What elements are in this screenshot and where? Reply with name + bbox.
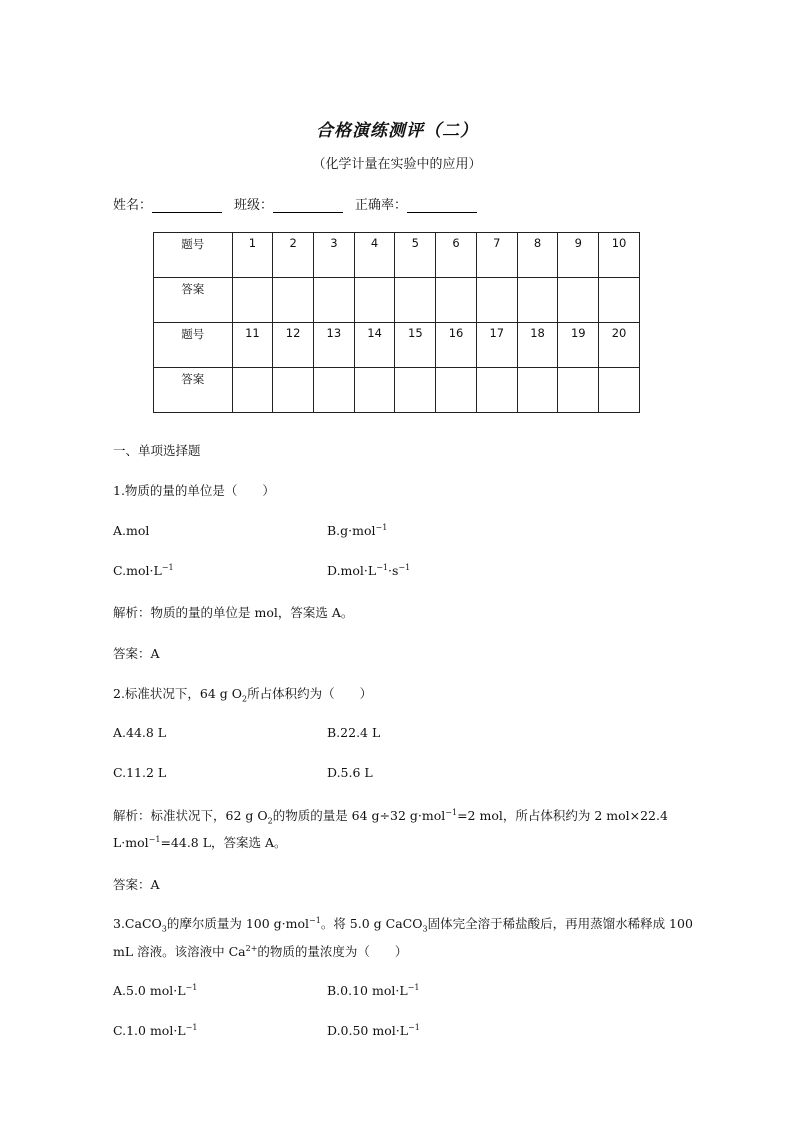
question-number: 4 [354, 233, 395, 278]
q3-option-a: A.5.0 $mol\cdot L^{-1}$ [113, 983, 198, 999]
question-number: 6 [436, 233, 477, 278]
answer-cell[interactable] [517, 368, 558, 413]
answer-cell[interactable] [354, 278, 395, 323]
question-number: 12 [273, 323, 314, 368]
q1-answer: 答案：A [113, 646, 160, 661]
question-number: 17 [476, 323, 517, 368]
question-number: 14 [354, 323, 395, 368]
q1-option-c: $C.mol\cdot L^{-1}$ [113, 563, 174, 579]
question-number: 19 [558, 323, 599, 368]
answer-cell[interactable] [232, 368, 273, 413]
answer-label: 答案 [154, 368, 233, 413]
class-field[interactable] [273, 198, 343, 213]
q2-option-a: A.44.8 L [113, 725, 167, 740]
number-label: 题号 [154, 323, 233, 368]
answer-cell[interactable] [395, 278, 436, 323]
q1-option-d: $D.mol\cdot L^{-1}\cdot s^{-1}$ [327, 563, 411, 579]
q3-stem-line1: 3.CaCO$_3$的摩尔质量为 100 g·mol$^{-1}$。将 5.0 g CaCO$_3$固体完全溶于稀盐酸后，再用蒸馏水稀释成 100 [113, 915, 693, 934]
answer-cell[interactable] [354, 368, 395, 413]
answer-cell[interactable] [313, 368, 354, 413]
answer-cell[interactable] [599, 368, 640, 413]
q2-option-d: D.5.6 L [327, 765, 373, 780]
answer-cell[interactable] [558, 278, 599, 323]
question-number: 3 [313, 233, 354, 278]
answer-cell[interactable] [599, 278, 640, 323]
question-number: 7 [476, 233, 517, 278]
q2-stem: 2.标准状况下，64 g $O_2$所占体积约为（ ） [113, 686, 373, 704]
q2-option-b: B.22.4 L [327, 725, 381, 740]
question-number: 5 [395, 233, 436, 278]
answer-cell[interactable] [436, 368, 477, 413]
question-number: 15 [395, 323, 436, 368]
question-number: 11 [232, 323, 273, 368]
student-info [113, 194, 489, 213]
q2-option-c: C.11.2 L [113, 765, 167, 780]
name-field[interactable] [152, 198, 222, 213]
question-number: 10 [599, 233, 640, 278]
page-subtitle: （化学计量在实验中的应用） [312, 157, 482, 172]
number-label: 题号 [154, 233, 233, 278]
answer-cell[interactable] [476, 278, 517, 323]
q3-stem-line2: mL 溶液。该溶液中 $Ca^{2+}$的物质的量浓度为（ ） [113, 943, 408, 959]
answer-cell[interactable] [313, 278, 354, 323]
question-number: 13 [313, 323, 354, 368]
answer-cell[interactable] [273, 368, 314, 413]
answer-cell[interactable] [476, 368, 517, 413]
q2-analysis-line2: L·mol$^{-1}$=44.8 L，答案选 A。 [113, 834, 287, 850]
q1-analysis: 解析：物质的量的单位是 mol，答案选 A。 [113, 605, 354, 620]
answer-cell[interactable] [273, 278, 314, 323]
q1-stem: 1.物质的量的单位是（ ） [113, 483, 275, 498]
answer-label: 答案 [154, 278, 233, 323]
q3-option-d: D.0.50 $mol\cdot L^{-1}$ [327, 1023, 420, 1039]
class-label: 班级： [234, 198, 274, 213]
question-number: 2 [273, 233, 314, 278]
answer-cell[interactable] [517, 278, 558, 323]
q2-analysis-line1: 解析：标准状况下，62 g $O_2$的物质的量是 64 g÷32 g·mol$^{-1}$=2 mol，所占体积约为 2 mol×22.4 [113, 807, 668, 826]
accuracy-field[interactable] [407, 198, 477, 213]
q2-answer: 答案：A [113, 877, 160, 892]
number-row-2 [154, 323, 640, 368]
answer-row-1 [154, 278, 640, 323]
section-heading: 一、单项选择题 [113, 443, 201, 458]
question-number: 20 [599, 323, 640, 368]
number-row-1 [154, 233, 640, 278]
q1-option-b: B.g·mol$^{-1}$ [327, 523, 388, 539]
question-number: 16 [436, 323, 477, 368]
accuracy-label: 正确率： [355, 198, 408, 213]
question-number: 8 [517, 233, 558, 278]
page-title: 合格演练测评（二） [316, 121, 478, 141]
question-number: 1 [232, 233, 273, 278]
name-label: 姓名： [113, 198, 153, 213]
answer-cell[interactable] [436, 278, 477, 323]
q3-option-c: C.1.0 $mol\cdot L^{-1}$ [113, 1023, 198, 1039]
question-number: 18 [517, 323, 558, 368]
answer-row-2 [154, 368, 640, 413]
answer-cell[interactable] [232, 278, 273, 323]
answer-cell[interactable] [558, 368, 599, 413]
q1-option-a: A.mol [113, 523, 150, 538]
q3-option-b: B.0.10 $mol\cdot L^{-1}$ [327, 983, 420, 999]
answer-cell[interactable] [395, 368, 436, 413]
question-number: 9 [558, 233, 599, 278]
answer-table [153, 232, 640, 413]
